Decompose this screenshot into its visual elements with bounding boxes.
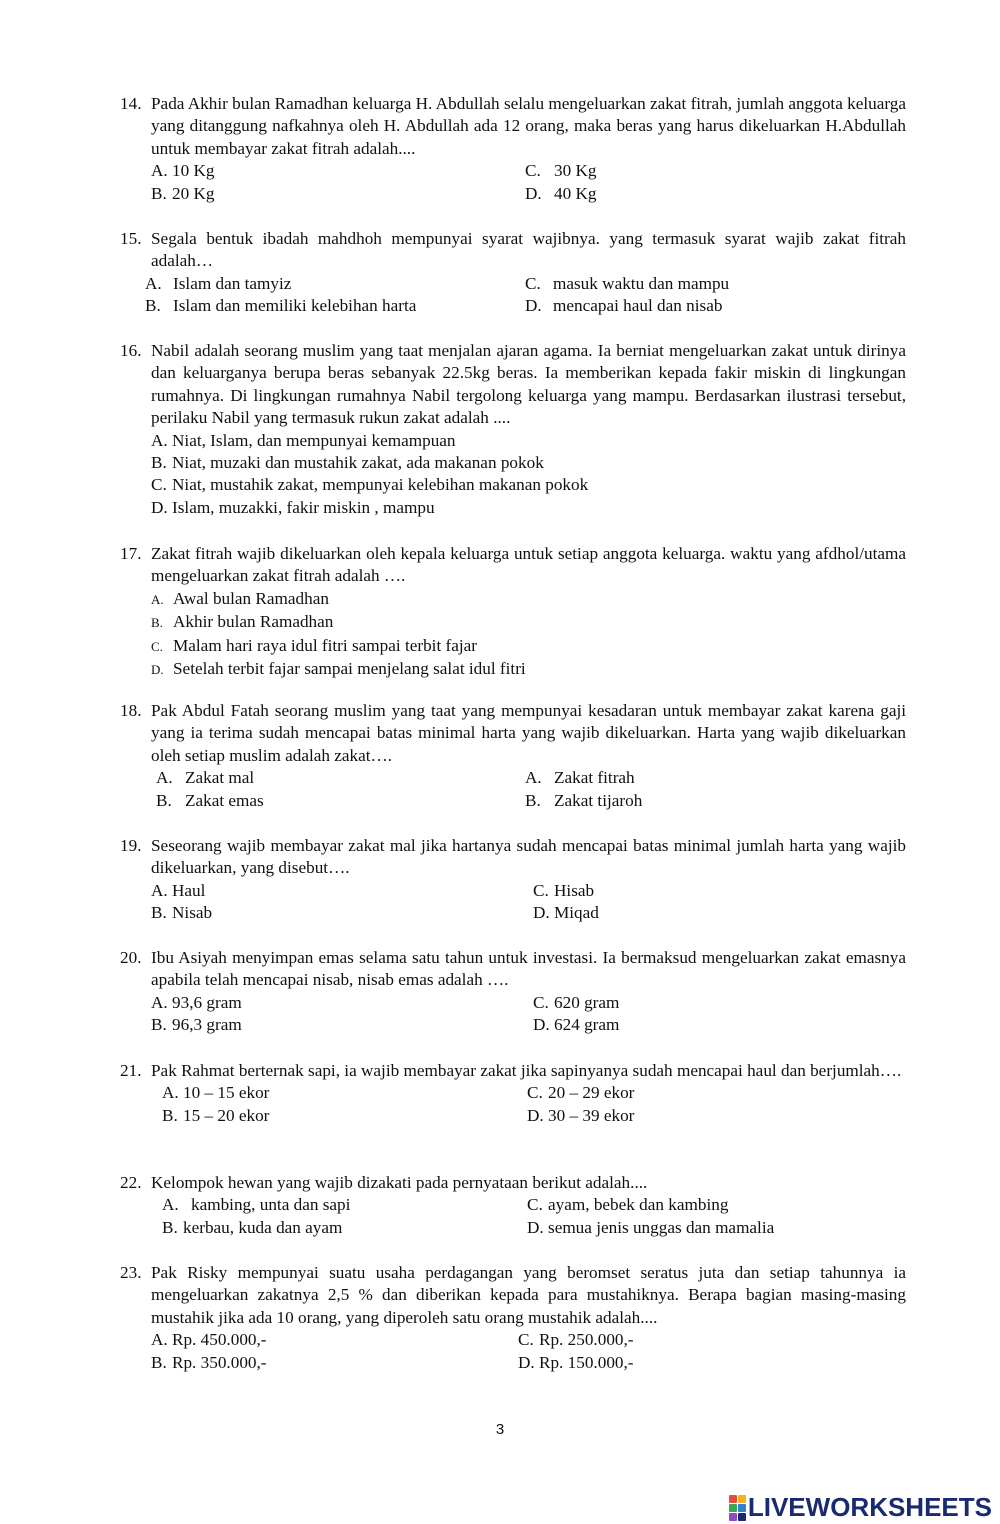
- option-d[interactable]: D. Miqad: [533, 903, 599, 923]
- option-b-2[interactable]: B. Zakat tijaroh: [525, 790, 643, 810]
- question-20: [120, 947, 906, 1037]
- question-17: [120, 543, 906, 681]
- answer-options: [156, 767, 906, 812]
- option-d[interactable]: D. semua jenis unggas dan mamalia: [527, 1217, 775, 1237]
- option-c[interactable]: C. Hisab: [533, 880, 595, 900]
- option-c[interactable]: C. Malam hari raya idul fitri sampai terbit fajar: [151, 635, 478, 655]
- option-a[interactable]: A. Islam dan tamyiz: [145, 273, 292, 293]
- question-number: 16.: [120, 341, 142, 360]
- answer-options: [162, 1082, 906, 1127]
- option-a[interactable]: A. Zakat mal: [156, 768, 255, 788]
- question-22: [120, 1172, 906, 1239]
- liveworksheets-logo[interactable]: [729, 1492, 992, 1523]
- option-a[interactable]: A. kambing, unta dan sapi: [162, 1195, 351, 1215]
- question-number: 17.: [120, 544, 142, 563]
- option-b[interactable]: B. 96,3 gram: [151, 1015, 242, 1035]
- option-d[interactable]: D. Setelah terbit fajar sampai menjelang salat idul fitri: [151, 659, 526, 679]
- answer-options: [151, 1329, 906, 1374]
- option-b[interactable]: B. Rp. 350.000,-: [151, 1352, 267, 1372]
- option-c[interactable]: C. 30 Kg: [525, 161, 597, 181]
- page-number: 3: [495, 1421, 505, 1438]
- option-b[interactable]: B. Akhir bulan Ramadhan: [151, 612, 334, 632]
- option-b[interactable]: B. 15 – 20 ekor: [162, 1105, 270, 1125]
- question-number: 14.: [120, 94, 142, 113]
- option-a[interactable]: A. Awal bulan Ramadhan: [151, 588, 329, 608]
- question-number: 18.: [120, 701, 142, 720]
- question-number: 22.: [120, 1173, 142, 1192]
- option-c[interactable]: C. Niat, mustahik zakat, mempunyai kelebihan makanan pokok: [151, 475, 589, 495]
- question-text: Kelompok hewan yang wajib dizakati pada pernyataan berikut adalah....: [151, 1173, 648, 1192]
- answer-options: [151, 588, 906, 682]
- question-18: [120, 700, 906, 812]
- option-a[interactable]: A. 93,6 gram: [151, 992, 242, 1012]
- logo-block-1: [729, 1495, 737, 1503]
- logo-block-2: [738, 1495, 746, 1503]
- logo-block-6: [738, 1513, 746, 1521]
- option-d[interactable]: D. Islam, muzakki, fakir miskin , mampu: [151, 497, 435, 517]
- liveworksheets-logo-icon: [729, 1495, 746, 1521]
- question-text: Ibu Asiyah menyimpan emas selama satu tahun untuk investasi. Ia bermaksud mengeluarkan zakat emasnya apabila telah mencapai nisab, nisab emas adalah ….: [151, 948, 906, 990]
- question-number: 19.: [120, 836, 142, 855]
- question-21: [120, 1060, 906, 1127]
- question-text: Pak Risky mempunyai suatu usaha perdagangan yang beromset seratus juta dan setiap tahunnya ia mengeluarkan zakatnya 2,5 % dan diberikan kepada para mustahiknya. Berapa bagian masing-masing mustahik jika ada 10 orang, yang diperoleh satu orang mustahik adalah....: [151, 1263, 906, 1327]
- option-d[interactable]: D. 40 Kg: [525, 183, 597, 203]
- question-number: 23.: [120, 1263, 142, 1282]
- option-d[interactable]: D. 624 gram: [533, 1015, 620, 1035]
- option-b[interactable]: B. Zakat emas: [156, 790, 264, 810]
- option-a[interactable]: A. Rp. 450.000,-: [151, 1330, 267, 1350]
- question-15: [120, 228, 906, 318]
- option-d[interactable]: D. 30 – 39 ekor: [527, 1105, 635, 1125]
- option-b[interactable]: B. kerbau, kuda dan ayam: [162, 1217, 343, 1237]
- answer-options: [162, 1194, 906, 1239]
- question-14: [120, 93, 906, 205]
- option-d[interactable]: D. Rp. 150.000,-: [518, 1352, 634, 1372]
- option-c[interactable]: C. ayam, bebek dan kambing: [527, 1195, 729, 1215]
- question-text: Seseorang wajib membayar zakat mal jika hartanya sudah mencapai batas minimal jumlah harta yang wajib dikeluarkan, yang disebut….: [151, 836, 906, 878]
- option-c[interactable]: C. 620 gram: [533, 992, 620, 1012]
- question-text: Zakat fitrah wajib dikeluarkan oleh kepala keluarga untuk setiap anggota keluarga. waktu yang afdhol/utama mengeluarkan zakat fitrah adalah ….: [151, 544, 906, 586]
- question-text: Pada Akhir bulan Ramadhan keluarga H. Abdullah selalu mengeluarkan zakat fitrah, jumlah anggota keluarga yang ditanggung nafkahnya oleh H. Abdullah ada 12 orang, maka beras yang harus dikeluarkan H.Abdullah untuk membayar zakat fitrah adalah....: [151, 94, 906, 158]
- question-number: 21.: [120, 1061, 142, 1080]
- answer-options: [145, 273, 906, 318]
- option-c[interactable]: C. masuk waktu dan mampu: [525, 273, 730, 293]
- question-text: Pak Abdul Fatah seorang muslim yang taat yang mempunyai kesadaran untuk membayar zakat karena gaji yang ia terima sudah mencapai batas minimal harta yang wajib dikeluarkan. Harta yang wajib dikeluarkan oleh setiap muslim adalah zakat….: [151, 701, 906, 765]
- option-a[interactable]: A. 10 Kg: [151, 161, 215, 181]
- option-b[interactable]: B. Islam dan memiliki kelebihan harta: [145, 296, 417, 316]
- question-text: Nabil adalah seorang muslim yang taat menjalan ajaran agama. Ia berniat mengeluarkan zakat untuk dirinya dan keluarganya berupa beras sebanyak 22.5kg beras. Ia memberikan kepada fakir miskin di lingkungan rumahnya. Di lingkungan rumahnya Nabil tergolong keluarga yang mampu. Berdasarkan ilustrasi tersebut, perilaku Nabil yang termasuk rukun zakat adalah ....: [151, 341, 906, 428]
- question-23: [120, 1262, 906, 1374]
- option-b[interactable]: B. 20 Kg: [151, 183, 215, 203]
- logo-block-3: [729, 1504, 737, 1512]
- logo-block-5: [729, 1513, 737, 1521]
- option-b[interactable]: B. Niat, muzaki dan mustahik zakat, ada makanan pokok: [151, 453, 544, 473]
- question-19: [120, 835, 906, 925]
- question-number: 20.: [120, 948, 142, 967]
- brand-name: LIVEWORKSHEETS: [747, 1492, 992, 1522]
- option-a[interactable]: A. 10 – 15 ekor: [162, 1083, 270, 1103]
- option-c[interactable]: C. 20 – 29 ekor: [527, 1083, 635, 1103]
- option-a[interactable]: A. Haul: [151, 880, 206, 900]
- question-16: [120, 340, 906, 519]
- question-text: Pak Rahmat berternak sapi, ia wajib membayar zakat jika sapinyanya sudah mencapai haul dan berjumlah….: [151, 1061, 902, 1080]
- answer-options: [151, 992, 906, 1037]
- question-number: 15.: [120, 229, 142, 248]
- logo-block-4: [738, 1504, 746, 1512]
- answer-options: [151, 430, 906, 520]
- option-c[interactable]: C. Rp. 250.000,-: [518, 1330, 634, 1350]
- option-a[interactable]: A. Niat, Islam, dan mempunyai kemampuan: [151, 430, 456, 450]
- answer-options: [151, 160, 906, 205]
- answer-options: [151, 880, 906, 925]
- question-text: Segala bentuk ibadah mahdhoh mempunyai syarat wajibnya. yang termasuk syarat wajib zakat fitrah adalah…: [151, 229, 906, 271]
- option-a-2[interactable]: A. Zakat fitrah: [525, 768, 635, 788]
- option-d[interactable]: D. mencapai haul dan nisab: [525, 296, 723, 316]
- option-b[interactable]: B. Nisab: [151, 903, 213, 923]
